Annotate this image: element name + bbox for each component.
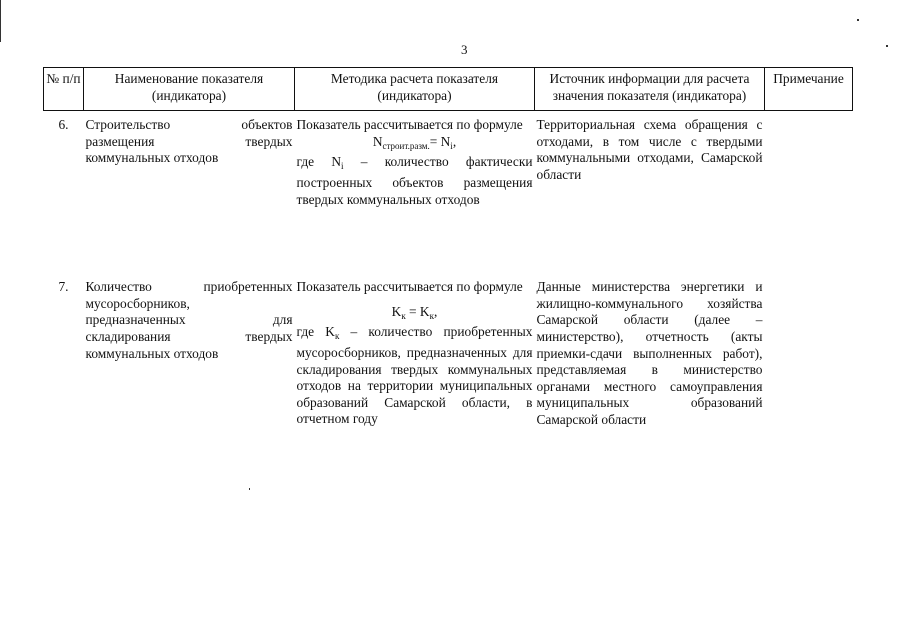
header-indicator-name: Наименование показателя (индикатора) bbox=[84, 68, 295, 111]
formula-end: , bbox=[452, 133, 457, 149]
method-where: где N bbox=[296, 154, 342, 170]
formula-left-subscript: к bbox=[401, 310, 406, 321]
formula bbox=[297, 304, 533, 325]
row-number: 6. bbox=[58, 117, 69, 133]
information-source: Территориальная схема обращения с отходами, в том числе с твердыми коммунальными отходами, Самарской области bbox=[536, 117, 763, 182]
formula-right: = K bbox=[405, 303, 430, 319]
page-number: 3 bbox=[461, 42, 468, 57]
calculation-method bbox=[295, 279, 535, 479]
method-where: где K bbox=[296, 324, 335, 340]
row-number: 7. bbox=[58, 279, 69, 295]
note bbox=[765, 111, 853, 280]
note bbox=[765, 279, 853, 479]
table-row bbox=[44, 279, 853, 479]
header-calculation-method: Методика расчета показателя (индикатора) bbox=[295, 68, 535, 111]
method-intro: Показатель рассчитывается по формуле bbox=[296, 279, 523, 295]
header-number: № п/п bbox=[44, 68, 84, 111]
formula-left: K bbox=[391, 303, 402, 319]
table-row bbox=[44, 111, 853, 280]
method-where-subscript: к bbox=[334, 331, 340, 342]
formula-end: , bbox=[433, 303, 438, 319]
method-desc: – количество приобретенных мусоросборников, предназначенных для складирования твердых коммунальных отходов на территории муниципальных образований Самарской области, в отчетном году bbox=[296, 324, 533, 427]
indicator-name: Строительство объектов размещения твердых коммунальных отходов bbox=[85, 117, 293, 166]
information-source: Данные министерства энергетики и жилищно-коммунального хозяйства Самарской области (далее – министерство), отчетность (акты приемки-сдачи выполненных работ), представляемая в министерство органами местного самоуправления муниципальных образований Самарской области bbox=[536, 279, 763, 427]
scan-speck bbox=[249, 488, 250, 490]
formula-right-subscript: i bbox=[450, 140, 453, 151]
method-desc: – количество фактически построенных объектов размещения твердых коммунальных отходов bbox=[296, 154, 533, 207]
scan-speck bbox=[857, 19, 859, 21]
scan-edge-line bbox=[0, 0, 1, 42]
header-note: Примечание bbox=[765, 68, 853, 111]
formula-left: N bbox=[372, 133, 383, 149]
method-description bbox=[297, 154, 533, 208]
calculation-method bbox=[295, 111, 535, 280]
method-intro: Показатель рассчитывается по формуле bbox=[296, 117, 523, 133]
method-where-subscript: i bbox=[341, 161, 344, 172]
indicator-table bbox=[43, 67, 853, 479]
formula-left-subscript: строит.разм. bbox=[382, 140, 430, 151]
formula bbox=[297, 134, 533, 155]
header-information-source: Источник информации для расчета значения показателя (индикатора) bbox=[535, 68, 765, 111]
indicator-name: Количество приобретенных мусоросборников, предназначенных для складирования твердых коммунальных отходов bbox=[85, 279, 293, 361]
formula-right-subscript: к bbox=[429, 310, 434, 321]
formula-right: = N bbox=[429, 133, 451, 149]
table-header-row bbox=[44, 68, 853, 111]
scan-speck bbox=[886, 45, 888, 47]
method-description bbox=[297, 324, 533, 428]
